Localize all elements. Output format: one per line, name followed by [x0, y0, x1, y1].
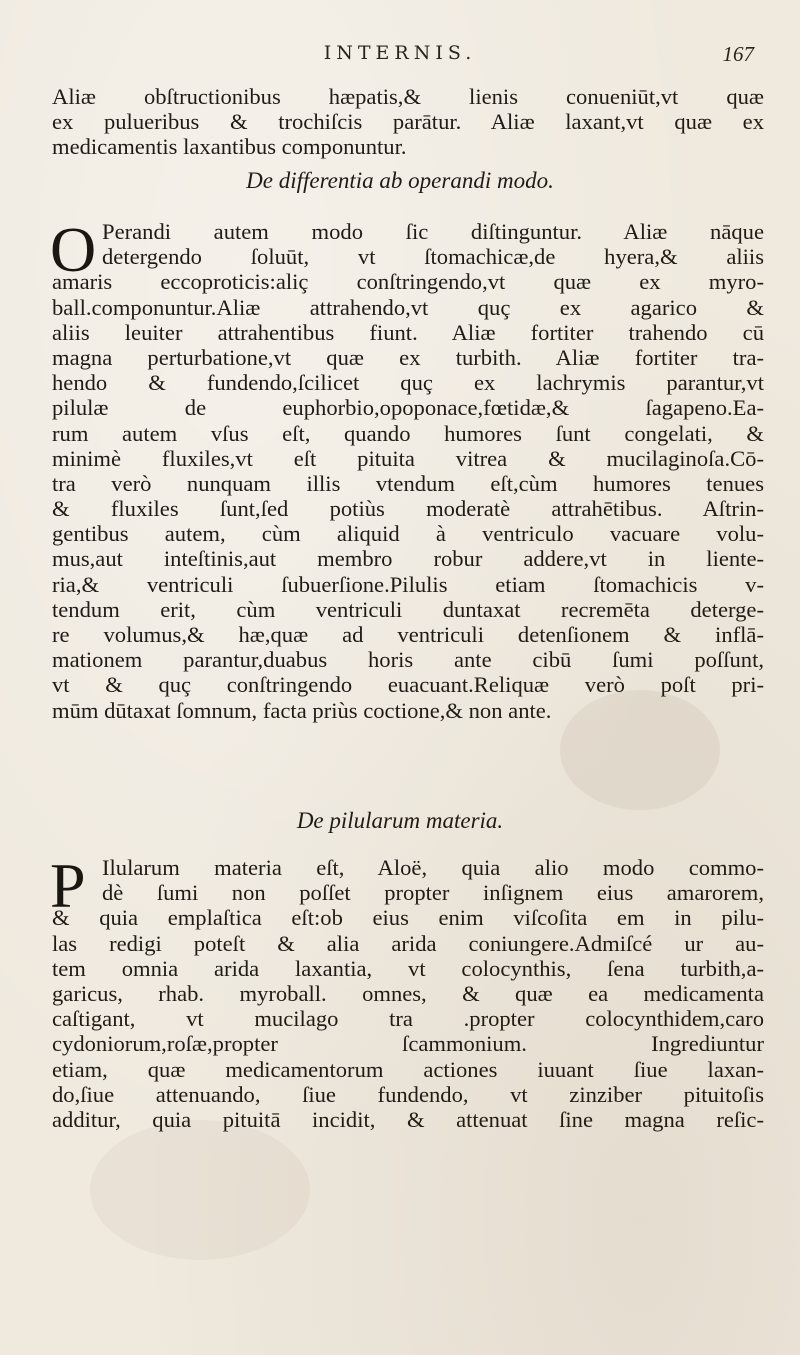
text-line: ball.componuntur.Aliæ attrahendo,vt quç ex agarico &: [52, 294, 764, 320]
paper-stain: [90, 1120, 310, 1260]
section-operandi: [50, 214, 764, 723]
text-line: aliis leuiter attrahentibus fiunt. Aliæ fortiter trahendo cū: [52, 319, 764, 345]
text-line: detergendo ſoluūt, vt ſtomachicæ,de hyera,& aliis: [102, 244, 764, 270]
text-line: caſtigant, vt mucilago tra .propter colocynthidem,caro: [52, 1006, 764, 1032]
text-line: & quia emplaſtica eſt:ob eius enim viſcoſita em in pilu-: [52, 905, 764, 931]
text-line: magna perturbatione,vt quæ ex turbith. Aliæ fortiter tra-: [52, 344, 764, 370]
text-line: rum autem vſus eſt, quando humores ſunt congelati, &: [52, 420, 764, 446]
text-line: minimè fluxiles,vt eſt pituita vitrea & mucilaginoſa.Cō-: [52, 445, 764, 471]
drop-capital: P: [50, 850, 86, 921]
text-line: additur, quia pituitā incidit, & attenuat ſine magna reſic-: [52, 1106, 764, 1132]
text-line: Perandi autem modo ſic diſtinguntur. Aliæ nāque: [102, 219, 764, 244]
text-line: ria,& ventriculi ſubuerſione.Pilulis etiam ſtomachicis v-: [52, 571, 764, 597]
text-line: tendum erit, cùm ventriculi duntaxat recremēta deterge-: [52, 596, 764, 622]
drop-capital: O: [50, 214, 97, 285]
text-line: hendo & fundendo,ſcilicet quç ex lachrymis parantur,vt: [52, 370, 764, 396]
text-line: tem omnia arida laxantia, vt colocynthis, ſena turbith,a-: [52, 955, 764, 981]
text-line: tra verò nunquam illis vtendum eſt,cùm humores tenues: [52, 470, 764, 496]
text-line: las redigi poteſt & alia arida coniungere.Admiſcé ur au-: [52, 930, 764, 956]
text-line: Aliæ obſtructionibus hæpatis,& lienis conueniūt,vt quæ: [52, 84, 764, 109]
text-line: & fluxiles ſunt,ſed potiùs moderatè attrahētibus. Aſtrin-: [52, 496, 764, 522]
text-line: mationem parantur,duabus horis ante cibū ſumi poſſunt,: [52, 647, 764, 673]
text-line: do,ſiue attenuando, ſiue fundendo, vt zinziber pituitoſis: [52, 1081, 764, 1107]
text-line: Ilularum materia eſt, Aloë, quia alio modo commo-: [102, 855, 764, 880]
text-line: cydoniorum,roſæ,propter ſcammonium. Ingrediuntur: [52, 1031, 764, 1057]
section-heading: De differentia ab operandi modo.: [246, 168, 554, 193]
text-line: re volumus,& hæ,quæ ad ventriculi detenſionem & inflā-: [52, 622, 764, 647]
text-line: amaris eccoproticis:aliç conſtringendo,vt quæ ex myro-: [52, 269, 764, 295]
running-title: INTERNIS.: [323, 42, 477, 64]
page-number: 167: [722, 42, 754, 66]
text-line: mus,aut inteſtinis,aut membro robur addere,vt in liente-: [52, 546, 764, 572]
text-line: ex pulueribus & trochiſcis parātur. Aliæ laxant,vt quæ ex: [52, 109, 764, 135]
text-line: medicamentis laxantibus componuntur.: [52, 134, 407, 160]
text-line: mūm dūtaxat ſomnum, facta priùs coctione,& non ante.: [52, 697, 552, 723]
text-line: garicus, rhab. myroball. omnes, & quæ ea medicamenta: [52, 980, 764, 1006]
section-heading: De pilularum materia.: [296, 808, 504, 833]
text-line: dè ſumi non poſſet propter inſignem eius amarorem,: [102, 880, 764, 906]
text-line: etiam, quæ medicamentorum actiones iuuant ſiue laxan-: [52, 1056, 764, 1082]
paragraph-top: [52, 84, 764, 160]
running-head: [0, 42, 800, 72]
text-line: vt & quç conſtringendo euacuant.Reliquæ verò poſt pri-: [52, 672, 764, 698]
text-line: gentibus autem, cùm aliquid à ventriculo vacuare volu-: [52, 521, 764, 547]
section-materia: [50, 850, 764, 1132]
text-line: pilulæ de euphorbio,opoponace,fœtidæ,& ſagapeno.Ea-: [52, 395, 764, 421]
